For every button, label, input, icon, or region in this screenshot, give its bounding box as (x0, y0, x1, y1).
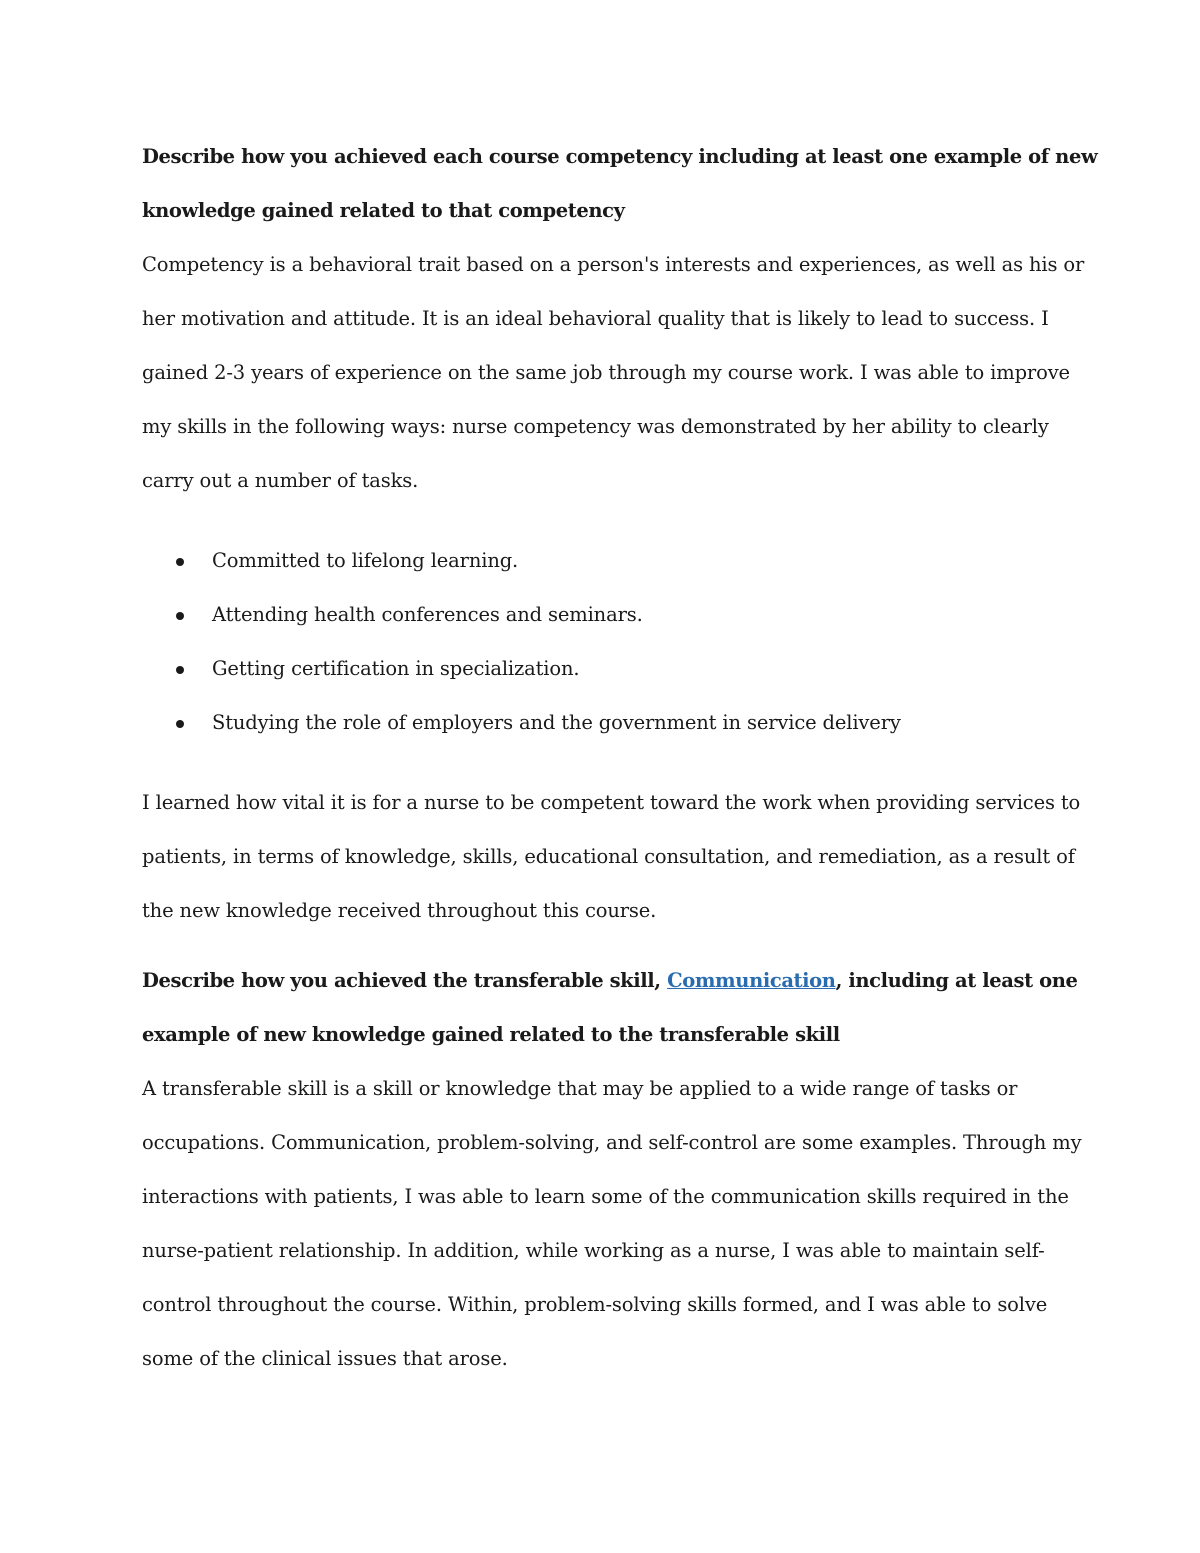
paragraph-line: her motivation and attitude. It is an ideal behavioral quality that is likely to lead to success. I (142, 307, 1049, 330)
list-item-text: Committed to lifelong learning. (212, 549, 519, 572)
heading-text: Describe how you achieved the transferable skill, (142, 969, 668, 992)
list-item-text: Attending health conferences and seminars. (212, 603, 643, 626)
paragraph-line: occupations. Communication, problem-solving, and self-control are some examples. Through my (142, 1131, 1082, 1154)
list-item-text: Getting certification in specialization. (212, 657, 580, 680)
communication-link[interactable]: Communication (667, 969, 836, 992)
paragraph-line: carry out a number of tasks. (142, 469, 419, 492)
paragraph-line: some of the clinical issues that arose. (142, 1347, 508, 1370)
paragraph-line: A transferable skill is a skill or knowledge that may be applied to a wide range of tasks or (142, 1077, 1018, 1100)
list-item (142, 642, 1072, 696)
bullet-icon (176, 612, 184, 620)
paragraph-line: gained 2-3 years of experience on the same job through my course work. I was able to improve (142, 361, 1070, 384)
bullet-icon (176, 720, 184, 728)
paragraph-line: Competency is a behavioral trait based on a person's interests and experiences, as well as his or (142, 253, 1085, 276)
section-heading-competency (142, 130, 1098, 238)
list-item (142, 534, 1072, 588)
section-heading-transferable-skill (142, 954, 1078, 1062)
heading-line: example of new knowledge gained related to the transferable skill (142, 1023, 840, 1046)
paragraph-competency-definition (142, 238, 1085, 508)
paragraph-line: interactions with patients, I was able to learn some of the communication skills required in the (142, 1185, 1069, 1208)
paragraph-line: my skills in the following ways: nurse competency was demonstrated by her ability to clearly (142, 415, 1049, 438)
list-item (142, 696, 1072, 750)
paragraph-line: the new knowledge received throughout this course. (142, 899, 657, 922)
bullet-icon (176, 666, 184, 674)
paragraph-line: nurse-patient relationship. In addition, while working as a nurse, I was able to maintain self- (142, 1239, 1045, 1262)
heading-text: , including at least one (835, 969, 1078, 992)
paragraph-line: control throughout the course. Within, problem-solving skills formed, and I was able to solve (142, 1293, 1048, 1316)
bullet-icon (176, 558, 184, 566)
heading-line: knowledge gained related to that competency (142, 199, 625, 222)
list-item (142, 588, 1072, 642)
paragraph-line: I learned how vital it is for a nurse to be competent toward the work when providing services to (142, 791, 1081, 814)
document-page (142, 130, 1098, 1386)
paragraph-knowledge-gained (142, 776, 1081, 938)
paragraph-line: patients, in terms of knowledge, skills, educational consultation, and remediation, as a result of (142, 845, 1075, 868)
heading-line: Describe how you achieved each course competency including at least one example of new (142, 145, 1098, 168)
list-item-text: Studying the role of employers and the government in service delivery (212, 711, 901, 734)
bullet-list (142, 534, 1072, 750)
paragraph-transferable-skill (142, 1062, 1082, 1386)
heading-line (142, 954, 1078, 1008)
